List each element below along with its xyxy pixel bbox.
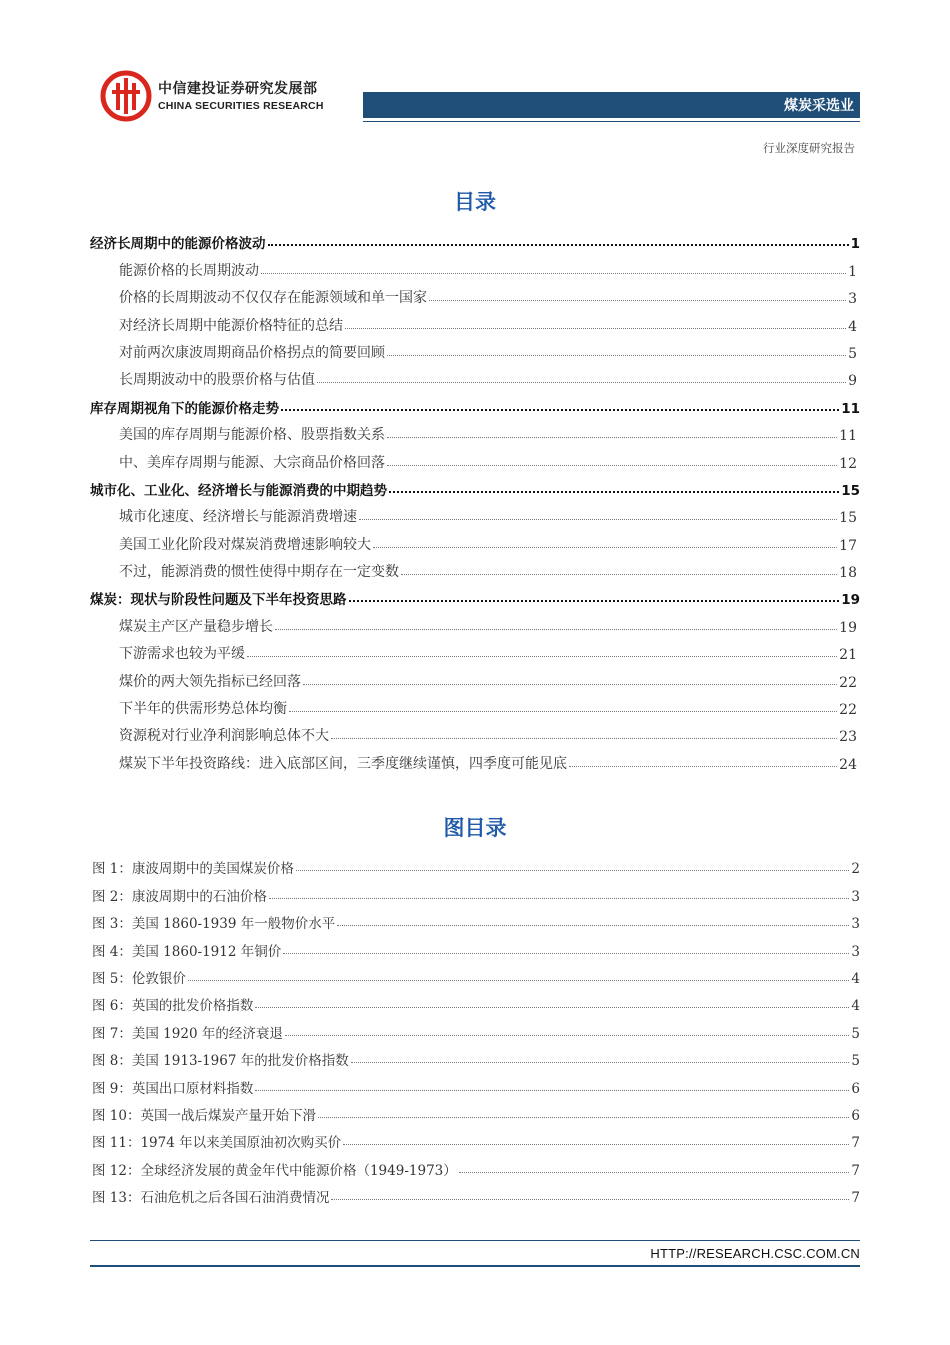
toc-entry[interactable]: [90, 444, 860, 471]
toc-entry-text: 下游需求也较为平缓: [119, 646, 245, 663]
dot-leader: [275, 629, 837, 630]
figure-entry-page: 4: [851, 998, 860, 1015]
figure-entry[interactable]: [92, 850, 860, 877]
dot-leader: [569, 766, 837, 767]
toc-list: [90, 225, 860, 773]
toc-entry-text: 煤炭下半年投资路线：进入底部区间，三季度继续谨慎，四季度可能见底: [119, 755, 567, 772]
toc-entry-text: 城市化速度、经济增长与能源消费增速: [119, 509, 357, 526]
figure-entry[interactable]: [92, 932, 860, 959]
toc-entry-text: 对经济长周期中能源价格特征的总结: [119, 317, 343, 334]
figure-entry[interactable]: [92, 1097, 860, 1124]
figure-entry-text: 图 5：伦敦银价: [92, 970, 186, 987]
figure-entry-page: 6: [851, 1107, 860, 1124]
figure-entry-page: 3: [851, 888, 860, 905]
dot-leader: [429, 300, 846, 301]
toc-entry-page: 3: [848, 291, 857, 308]
figure-entry[interactable]: [92, 1151, 860, 1178]
footer-rule-bottom: [90, 1265, 860, 1267]
csc-logo: [100, 70, 152, 122]
toc-entry-text: 煤炭：现状与阶段性问题及下半年投资思路: [90, 592, 347, 609]
toc-entry-page: 9: [848, 373, 857, 390]
toc-entry-page: 19: [839, 619, 857, 636]
figure-entry-page: 3: [851, 916, 860, 933]
toc-entry[interactable]: [90, 252, 860, 279]
figure-entry[interactable]: [92, 1124, 860, 1151]
sector-banner: [363, 92, 860, 118]
dot-leader: [261, 273, 846, 274]
figure-entry-text: 图 2：康波周期中的石油价格: [92, 888, 267, 905]
figure-entry[interactable]: [92, 905, 860, 932]
figure-entry[interactable]: [92, 1179, 860, 1206]
toc-entry-text: 中、美库存周期与能源、大宗商品价格回落: [119, 454, 385, 471]
toc-entry-page: 24: [839, 756, 857, 773]
footer-url[interactable]: HTTP://RESEARCH.CSC.COM.CN: [650, 1246, 860, 1261]
toc-entry-page: 1: [850, 236, 860, 253]
toc-entry[interactable]: [90, 280, 860, 307]
figure-entry[interactable]: [92, 1042, 860, 1069]
figure-entry[interactable]: [92, 987, 860, 1014]
dot-leader: [283, 953, 849, 954]
toc-entry-text: 煤价的两大领先指标已经回落: [119, 673, 301, 690]
toc-entry[interactable]: [90, 307, 860, 334]
toc-entry-text: 城市化、工业化、经济增长与能源消费的中期趋势: [90, 482, 387, 499]
toc-entry-page: 11: [839, 428, 857, 445]
figure-entry-text: 图 13：石油危机之后各国石油消费情况: [92, 1190, 330, 1207]
dot-leader: [331, 1199, 849, 1200]
dot-leader: [373, 547, 837, 548]
toc-entry[interactable]: [90, 636, 860, 663]
dot-leader: [459, 1172, 850, 1173]
dot-leader: [255, 1007, 849, 1008]
dot-leader: [343, 1144, 849, 1145]
toc-entry[interactable]: [90, 335, 860, 362]
figure-entry-text: 图 1：康波周期中的美国煤炭价格: [92, 861, 294, 878]
dot-leader: [349, 600, 840, 602]
toc-entry-text: 对前两次康波周期商品价格拐点的简要回顾: [119, 344, 385, 361]
dot-leader: [247, 656, 837, 657]
figure-entry[interactable]: [92, 1069, 860, 1096]
figure-entry-page: 2: [851, 861, 860, 878]
toc-entry-page: 22: [839, 702, 857, 719]
org-name-en: CHINA SECURITIES RESEARCH: [158, 100, 324, 112]
toc-entry-page: 4: [848, 318, 857, 335]
toc-entry-page: 15: [839, 510, 857, 527]
header-divider: [363, 121, 860, 122]
toc-entry[interactable]: [90, 663, 860, 690]
figure-entry-page: 6: [851, 1080, 860, 1097]
dot-leader: [387, 465, 837, 466]
figure-list-title: 图目录: [443, 816, 507, 840]
toc-entry[interactable]: [90, 472, 860, 499]
toc-entry-text: 不过，能源消费的惯性使得中期存在一定变数: [119, 564, 399, 581]
toc-entry-page: 18: [839, 565, 857, 582]
toc-entry[interactable]: [90, 417, 860, 444]
toc-entry-text: 库存周期视角下的能源价格走势: [90, 400, 279, 417]
dot-leader: [387, 355, 846, 356]
dot-leader: [296, 870, 850, 871]
toc-entry-page: 21: [839, 647, 857, 664]
toc-entry-text: 美国工业化阶段对煤炭消费增速影响较大: [119, 536, 371, 553]
figure-entry-page: 5: [851, 1025, 860, 1042]
toc-entry[interactable]: [90, 554, 860, 581]
dot-leader: [331, 738, 837, 739]
toc-entry[interactable]: [90, 745, 860, 772]
dot-leader: [285, 1035, 850, 1036]
dot-leader: [268, 244, 849, 246]
figure-entry-text: 图 3：美国 1860-1939 年一般物价水平: [92, 916, 336, 933]
toc-entry-page: 22: [839, 674, 857, 691]
figure-entry-text: 图 7：美国 1920 年的经济衰退: [92, 1025, 283, 1042]
org-name-cn: 中信建投证券研究发展部: [158, 81, 318, 97]
figure-entry-text: 图 6：英国的批发价格指数: [92, 998, 254, 1015]
toc-entry[interactable]: [90, 362, 860, 389]
toc-entry[interactable]: [90, 526, 860, 553]
dot-leader: [389, 491, 839, 493]
figure-entry-page: 7: [851, 1162, 860, 1179]
figure-entry[interactable]: [92, 877, 860, 904]
toc-entry-text: 能源价格的长周期波动: [119, 262, 259, 279]
toc-entry[interactable]: [90, 691, 860, 718]
toc-entry[interactable]: [90, 389, 860, 416]
toc-entry-page: 19: [841, 592, 860, 609]
figure-entry-text: 图 8：美国 1913-1967 年的批发价格指数: [92, 1053, 349, 1070]
dot-leader: [337, 925, 849, 926]
toc-entry-page: 1: [848, 263, 857, 280]
dot-leader: [318, 1117, 849, 1118]
dot-leader: [387, 437, 837, 438]
toc-entry-text: 经济长周期中的能源价格波动: [90, 236, 266, 253]
figure-entry-page: 3: [851, 943, 860, 960]
toc-entry[interactable]: [90, 225, 860, 252]
report-type: 行业深度研究报告: [763, 141, 855, 155]
toc-entry-page: 5: [848, 345, 857, 362]
dot-leader: [359, 519, 837, 520]
figure-entry[interactable]: [92, 960, 860, 987]
dot-leader: [317, 382, 846, 383]
toc-entry-text: 资源税对行业净利润影响总体不大: [119, 728, 329, 745]
dot-leader: [401, 574, 837, 575]
toc-entry-page: 11: [841, 400, 860, 417]
figure-entry-text: 图 10：英国一战后煤炭产量开始下滑: [92, 1107, 316, 1124]
toc-entry-page: 15: [841, 482, 860, 499]
toc-entry-text: 下半年的供需形势总体均衡: [119, 701, 287, 718]
toc-title: 目录: [454, 190, 496, 214]
toc-entry-page: 23: [839, 729, 857, 746]
figure-entry-text: 图 4：美国 1860-1912 年铜价: [92, 943, 282, 960]
toc-entry[interactable]: [90, 608, 860, 635]
figure-entry-page: 7: [851, 1190, 860, 1207]
dot-leader: [351, 1062, 850, 1063]
dot-leader: [289, 711, 837, 712]
dot-leader: [269, 898, 850, 899]
toc-entry-text: 价格的长周期波动不仅仅存在能源领域和单一国家: [119, 290, 427, 307]
dot-leader: [345, 328, 846, 329]
footer-rule-top: [90, 1240, 860, 1241]
dot-leader: [303, 684, 837, 685]
dot-leader: [188, 980, 850, 981]
figure-entry-page: 5: [851, 1053, 860, 1070]
dot-leader: [281, 409, 839, 411]
toc-entry[interactable]: [90, 499, 860, 526]
sector-label: 煤炭采选业: [784, 98, 854, 114]
toc-entry[interactable]: [90, 718, 860, 745]
toc-entry[interactable]: [90, 581, 860, 608]
figure-entry-text: 图 12：全球经济发展的黄金年代中能源价格（1949-1973）: [92, 1162, 457, 1179]
figure-entry-text: 图 9：英国出口原材料指数: [92, 1080, 254, 1097]
figure-entry[interactable]: [92, 1014, 860, 1041]
toc-entry-page: 12: [839, 455, 857, 472]
figure-entry-page: 7: [851, 1135, 860, 1152]
toc-entry-text: 美国的库存周期与能源价格、股票指数关系: [119, 427, 385, 444]
toc-entry-text: 煤炭主产区产量稳步增长: [119, 618, 273, 635]
toc-entry-page: 17: [839, 537, 857, 554]
figure-entry-text: 图 11：1974 年以来美国原油初次购买价: [92, 1135, 342, 1152]
dot-leader: [255, 1090, 849, 1091]
figure-list: [92, 850, 860, 1206]
figure-entry-page: 4: [851, 970, 860, 987]
toc-entry-text: 长周期波动中的股票价格与估值: [119, 372, 315, 389]
